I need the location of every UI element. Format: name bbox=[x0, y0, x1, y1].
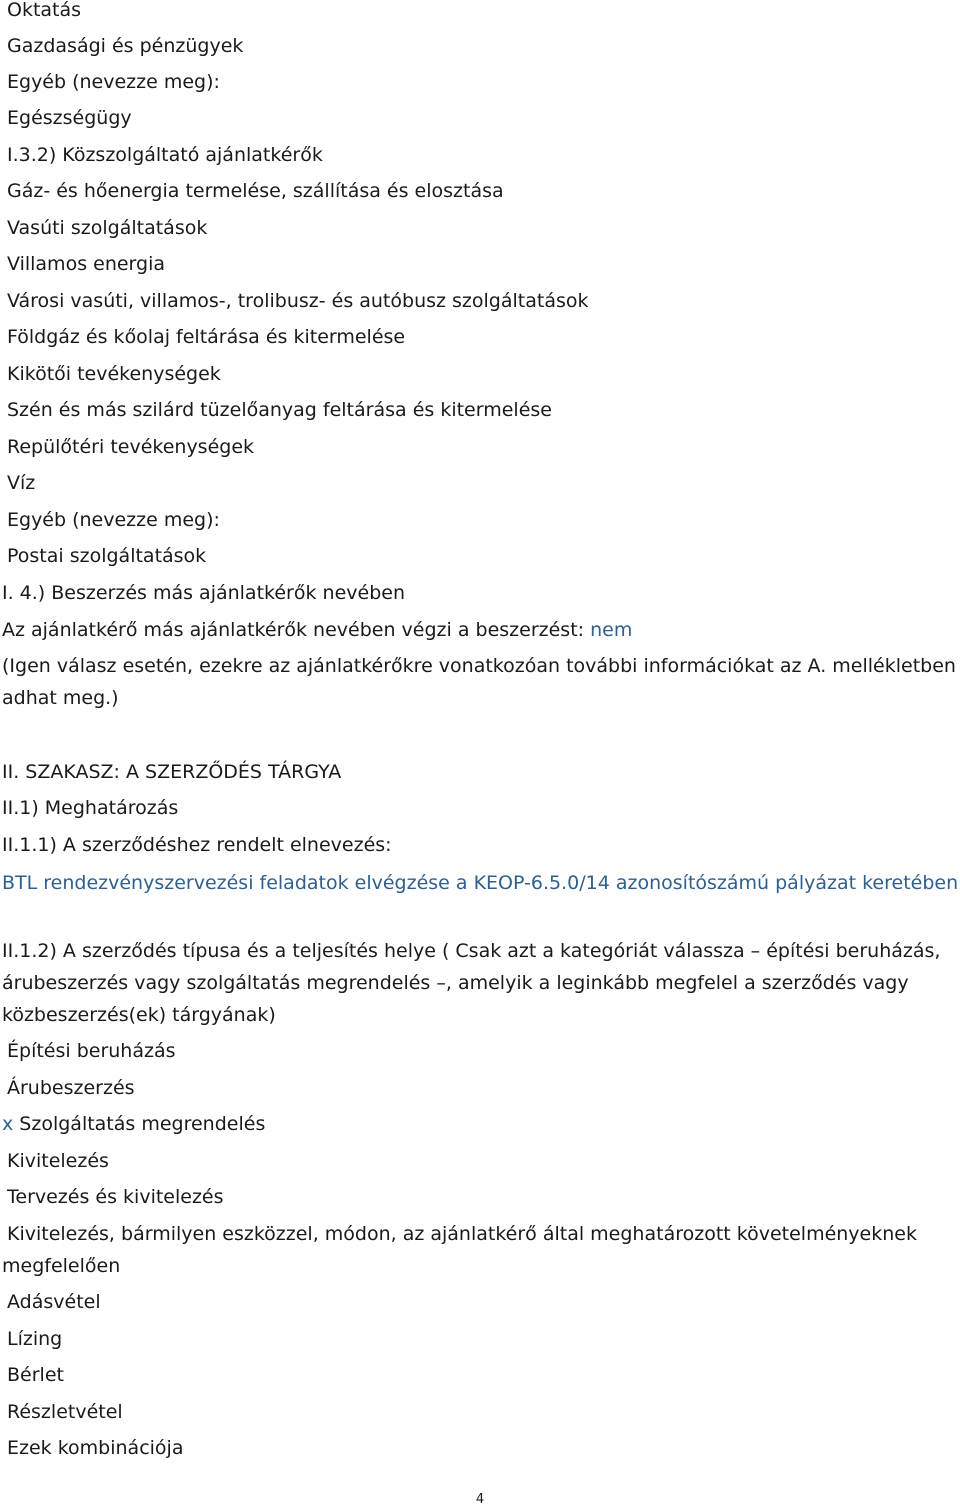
list-item: Repülőtéri tevékenységek bbox=[7, 436, 255, 458]
subsection-heading-ii-1-2: II.1.2) A szerződés típusa és a teljesítés helye ( Csak azt a kategóriát válassza – építési beruházás, árubeszerzés vagy szolgáltatás megrendelés –, amelyik a leginkább megfelel a szerződés vagy közbeszerzés(ek) tárgyának) bbox=[2, 940, 941, 1026]
list-item: Víz bbox=[7, 472, 36, 494]
list-item: Földgáz és kőolaj feltárása és kitermelése bbox=[7, 326, 406, 348]
section-heading-1-3-2: I.3.2) Közszolgáltató ajánlatkérők bbox=[7, 144, 323, 166]
section-heading-1-4: I. 4.) Beszerzés más ajánlatkérők nevében bbox=[2, 582, 405, 604]
type-service-line bbox=[2, 1112, 265, 1136]
list-item: Szén és más szilárd tüzelőanyag feltárása és kitermelése bbox=[7, 399, 552, 421]
list-item: Postai szolgáltatások bbox=[7, 545, 207, 567]
question-line bbox=[2, 618, 632, 642]
note-text: (Igen válasz esetén, ezekre az ajánlatkérőkre vonatkozóan további információkat az A. mellékletben adhat meg.) bbox=[2, 655, 956, 709]
subsection-heading-ii-1: II.1) Meghatározás bbox=[2, 797, 179, 819]
list-item: Vasúti szolgáltatások bbox=[7, 217, 208, 239]
list-item-egeszsegugy: Egészségügy bbox=[7, 107, 132, 129]
subtype-item: Bérlet bbox=[7, 1364, 64, 1386]
list-item: Kikötői tevékenységek bbox=[7, 363, 221, 385]
list-item: Városi vasúti, villamos-, trolibusz- és autóbusz szolgáltatások bbox=[7, 290, 589, 312]
list-item-egyeb: Egyéb (nevezze meg): bbox=[7, 71, 220, 93]
subtype-item: Ezek kombinációja bbox=[7, 1437, 184, 1459]
list-item-gazdasagi: Gazdasági és pénzügyek bbox=[7, 35, 244, 57]
type-building: Építési beruházás bbox=[7, 1040, 176, 1062]
list-item: Villamos energia bbox=[7, 253, 166, 275]
type-goods: Árubeszerzés bbox=[7, 1077, 135, 1099]
subtype-item: Adásvétel bbox=[7, 1291, 101, 1313]
subtype-item: Tervezés és kivitelezés bbox=[7, 1186, 224, 1208]
selected-mark: x bbox=[2, 1113, 14, 1135]
subtype-item: Kivitelezés, bármilyen eszközzel, módon, az ajánlatkérő által meghatározott követelményeknek megfelelően bbox=[2, 1223, 917, 1277]
subtype-item: Részletvétel bbox=[7, 1401, 123, 1423]
page-number: 4 bbox=[475, 1492, 485, 1507]
subtype-item: Lízing bbox=[7, 1328, 63, 1350]
list-item: Gáz- és hőenergia termelése, szállítása és elosztása bbox=[7, 180, 504, 202]
subsection-heading-ii-1-1: II.1.1) A szerződéshez rendelt elnevezés: bbox=[2, 834, 392, 856]
type-service: Szolgáltatás megrendelés bbox=[19, 1113, 266, 1135]
list-item: Egyéb (nevezze meg): bbox=[7, 509, 220, 531]
section-heading-ii: II. SZAKASZ: A SZERZŐDÉS TÁRGYA bbox=[2, 761, 342, 783]
answer-value: nem bbox=[590, 619, 633, 641]
contract-name-value: BTL rendezvényszervezési feladatok elvégzése a KEOP-6.5.0/14 azonosítószámú pályázat keretében bbox=[2, 872, 959, 894]
subtype-item: Kivitelezés bbox=[7, 1150, 109, 1172]
list-item-oktatas: Oktatás bbox=[7, 0, 82, 21]
question-text: Az ajánlatkérő más ajánlatkérők nevében végzi a beszerzést: bbox=[2, 619, 585, 641]
